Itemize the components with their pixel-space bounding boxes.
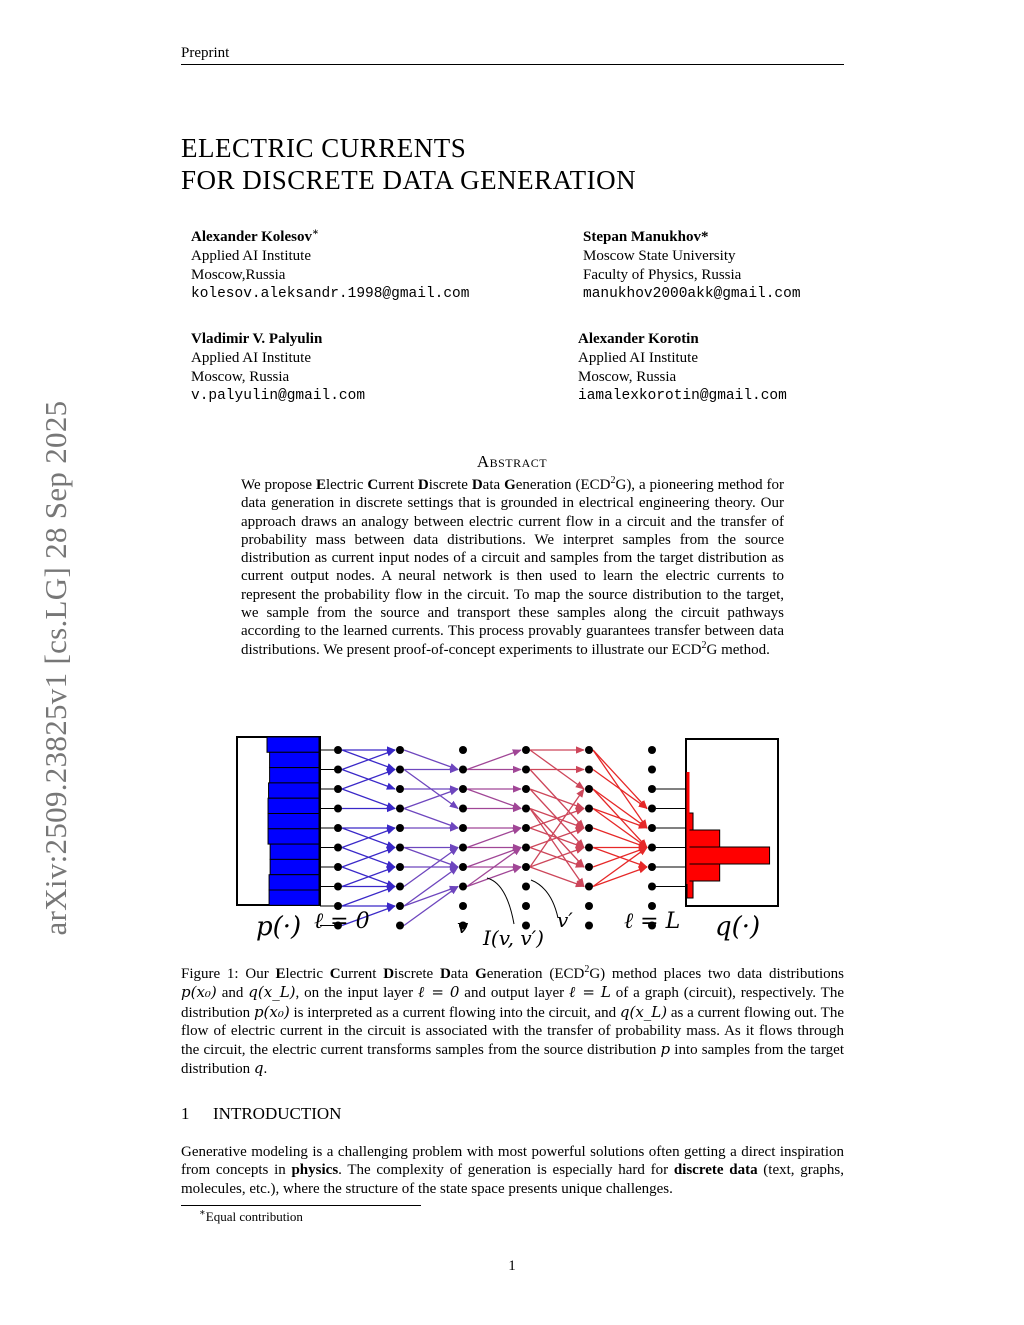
circuit-node <box>396 863 404 871</box>
author-location: Faculty of Physics, Russia <box>583 267 742 283</box>
section-heading-introduction: 1 INTRODUCTION <box>181 1104 342 1123</box>
author-name: Vladimir V. Palyulin <box>191 331 323 347</box>
title-line-1: ELECTRIC CURRENTS <box>181 133 467 163</box>
circuit-node <box>522 805 530 813</box>
circuit-edge-arrow <box>467 789 521 809</box>
running-header: Preprint <box>181 45 230 61</box>
circuit-node <box>648 883 656 891</box>
page-number: 1 <box>508 1258 516 1274</box>
label-lL: ℓ = L <box>624 909 681 934</box>
source-histogram-bar <box>270 844 319 859</box>
circuit-node <box>459 883 467 891</box>
source-histogram-bar <box>270 859 319 874</box>
circuit-node <box>334 863 342 871</box>
circuit-node <box>334 844 342 852</box>
circuit-node <box>459 766 467 774</box>
circuit-edge-arrow <box>593 809 647 829</box>
circuit-node <box>648 824 656 832</box>
circuit-node <box>585 863 593 871</box>
author-email[interactable]: kolesov.aleksandr.1998@gmail.com <box>191 286 470 302</box>
circuit-edge-arrow <box>404 887 458 907</box>
circuit-node <box>522 785 530 793</box>
author-mark: ∗ <box>311 227 319 238</box>
author-location: Moscow,Russia <box>191 267 286 283</box>
current-pointer-left <box>487 878 514 924</box>
circuit-edge-arrow <box>404 750 458 770</box>
circuit-node <box>648 844 656 852</box>
author-email[interactable]: v.palyulin@gmail.com <box>191 388 366 404</box>
circuit-node <box>585 902 593 910</box>
circuit-edges <box>320 750 686 926</box>
circuit-node <box>459 746 467 754</box>
circuit-node <box>459 824 467 832</box>
circuit-node <box>396 805 404 813</box>
circuit-node <box>585 922 593 930</box>
label-current: I(v, v′) <box>483 926 544 950</box>
author-name: Alexander Kolesov <box>191 229 312 245</box>
source-histogram-bar <box>268 814 319 829</box>
footnote-rule <box>181 1205 421 1206</box>
author-block-kolesov <box>191 228 469 304</box>
abstract-body: We propose Electric Current Discrete Data Generation (ECD$^2$G), a pioneering method for data generation in discrete settings that is grounded in electrical engineering theory. Our approach draws an analogy between electric current flow in a circuit and the transfer of probability mass between data distributions. We interpret samples from the source distribution as current input nodes of a circuit and samples from the target distribution as current output nodes. A neural network is then used to learn the electric currents to represent the probability flow in the circuit. To map the source distribution to the target, we sample from the source and transport these samples along the circuit pathways according to the learned currents. This process provably guarantees transfer between data distributions. We present proof-of-concept experiments to illustrate our ECD$^2$G method. <box>241 475 785 658</box>
circuit-edge-arrow <box>530 789 584 867</box>
circuit-edge-arrow <box>593 828 647 848</box>
circuit-edge-arrow <box>593 809 647 848</box>
circuit-node <box>396 883 404 891</box>
label-p: p(·) <box>256 912 302 942</box>
author-name: Alexander Korotin <box>578 331 699 347</box>
target-histogram-bar <box>687 830 720 847</box>
circuit-node <box>522 863 530 871</box>
figure-caption: Figure 1: Our Electric Current Discrete Data Generation (ECD$^2$G) method places two data distributions p(x₀) and q(x_L), on the input layer ℓ = 0 and output layer ℓ = L of a graph (circuit), respectively. The distribution p(x₀) is interpreted as a current flowing into the circuit, and q(x_L) as a current flowing out. The flow of electric current in the circuit is associated with the transfer of probability mass. As it flows through the circuit, the electric current transforms samples from the source distribution p into samples from the target distribution q. <box>181 964 845 1078</box>
circuit-node <box>396 824 404 832</box>
circuit-node <box>396 902 404 910</box>
circuit-edge-arrow <box>593 848 647 887</box>
source-histogram <box>267 737 319 905</box>
author-block-manukhov <box>583 228 801 304</box>
circuit-edge-arrow <box>342 789 395 809</box>
source-histogram-bar <box>270 768 319 783</box>
circuit-node <box>585 805 593 813</box>
circuit-edge-arrow <box>593 867 647 887</box>
circuit-node <box>459 844 467 852</box>
label-vprime: v′ <box>557 908 573 932</box>
circuit-node <box>648 785 656 793</box>
circuit-node <box>396 922 404 930</box>
circuit-node <box>522 824 530 832</box>
circuit-node <box>459 902 467 910</box>
circuit-node <box>334 766 342 774</box>
target-histogram-bar <box>687 864 720 881</box>
label-q: q(·) <box>715 912 761 942</box>
circuit-node <box>585 766 593 774</box>
author-location: Moscow, Russia <box>191 369 290 385</box>
figure-1 <box>232 732 784 962</box>
circuit-node <box>459 785 467 793</box>
circuit-edge-arrow <box>404 867 458 906</box>
author-email[interactable]: iamalexkorotin@gmail.com <box>578 388 787 404</box>
circuit-node <box>334 824 342 832</box>
source-histogram-bar <box>270 752 319 767</box>
circuit-node <box>522 746 530 754</box>
circuit-node <box>396 766 404 774</box>
source-histogram-bar <box>268 829 319 844</box>
circuit-edge-arrow <box>530 809 584 887</box>
circuit-node <box>522 766 530 774</box>
circuit-node <box>648 746 656 754</box>
circuit-node <box>334 785 342 793</box>
circuit-edge-arrow <box>467 828 521 848</box>
paper-title <box>181 132 636 196</box>
circuit-edge-arrow <box>593 789 647 828</box>
target-histogram-bar <box>687 847 770 864</box>
current-pointer-right <box>531 880 558 918</box>
title-line-2: FOR DISCRETE DATA GENERATION <box>181 165 637 195</box>
circuit-node <box>459 863 467 871</box>
circuit-node <box>585 746 593 754</box>
author-block-korotin <box>578 330 787 406</box>
source-histogram-bar <box>267 737 319 752</box>
circuit-node <box>522 883 530 891</box>
footnote: ∗Equal contribution <box>199 1207 303 1224</box>
circuit-node <box>585 844 593 852</box>
circuit-edge-arrow <box>404 887 458 926</box>
circuit-node <box>585 883 593 891</box>
circuit-node <box>334 883 342 891</box>
source-histogram-bar <box>269 783 319 798</box>
arxiv-id[interactable]: arXiv:2509.23825v1 [cs.LG] 28 Sep 2025 <box>38 400 73 936</box>
author-email[interactable]: manukhov2000akk@gmail.com <box>583 286 801 302</box>
circuit-edge-arrow <box>467 750 521 770</box>
circuit-edge-arrow <box>404 848 458 868</box>
source-histogram-bar <box>269 890 319 905</box>
circuit-node <box>648 805 656 813</box>
source-histogram-bar <box>268 798 319 813</box>
circuit-edge-arrow <box>404 789 458 809</box>
circuit-node <box>459 805 467 813</box>
circuit-node <box>648 766 656 774</box>
source-histogram-bar <box>269 875 319 890</box>
author-name: Stepan Manukhov* <box>583 229 709 245</box>
circuit-node <box>522 902 530 910</box>
author-affiliation: Applied AI Institute <box>578 350 698 366</box>
circuit-node <box>648 863 656 871</box>
circuit-node <box>396 844 404 852</box>
circuit-edge-arrow <box>404 809 458 829</box>
circuit-edge-arrow <box>342 887 395 907</box>
circuit-edge-arrow <box>593 750 647 809</box>
circuit-node <box>522 844 530 852</box>
circuit-node <box>334 746 342 754</box>
circuit-node <box>585 824 593 832</box>
author-block-palyulin <box>191 330 365 406</box>
introduction-paragraph: Generative modeling is a challenging problem with most powerful solutions often getting a direct inspiration from concepts in physics. The complexity of generation is especially hard for discrete data (text, graphs, molecules, etc.), where the structure of the state space presents unique challenges. <box>181 1144 845 1197</box>
author-affiliation: Moscow State University <box>583 248 736 264</box>
circuit-node <box>585 785 593 793</box>
author-location: Moscow, Russia <box>578 369 677 385</box>
circuit-edge-arrow <box>593 770 647 809</box>
circuit-node <box>334 805 342 813</box>
circuit-edge-arrow <box>530 789 584 809</box>
header-rule <box>181 64 844 65</box>
circuit-edge-arrow <box>467 848 521 868</box>
circuit-node <box>396 785 404 793</box>
author-affiliation: Applied AI Institute <box>191 350 311 366</box>
label-v: v <box>457 914 469 938</box>
circuit-node <box>396 746 404 754</box>
label-l0: ℓ = 0 <box>314 909 370 934</box>
abstract-heading: Abstract <box>476 452 548 471</box>
author-affiliation: Applied AI Institute <box>191 248 311 264</box>
circuit-edge-arrow <box>467 867 521 887</box>
